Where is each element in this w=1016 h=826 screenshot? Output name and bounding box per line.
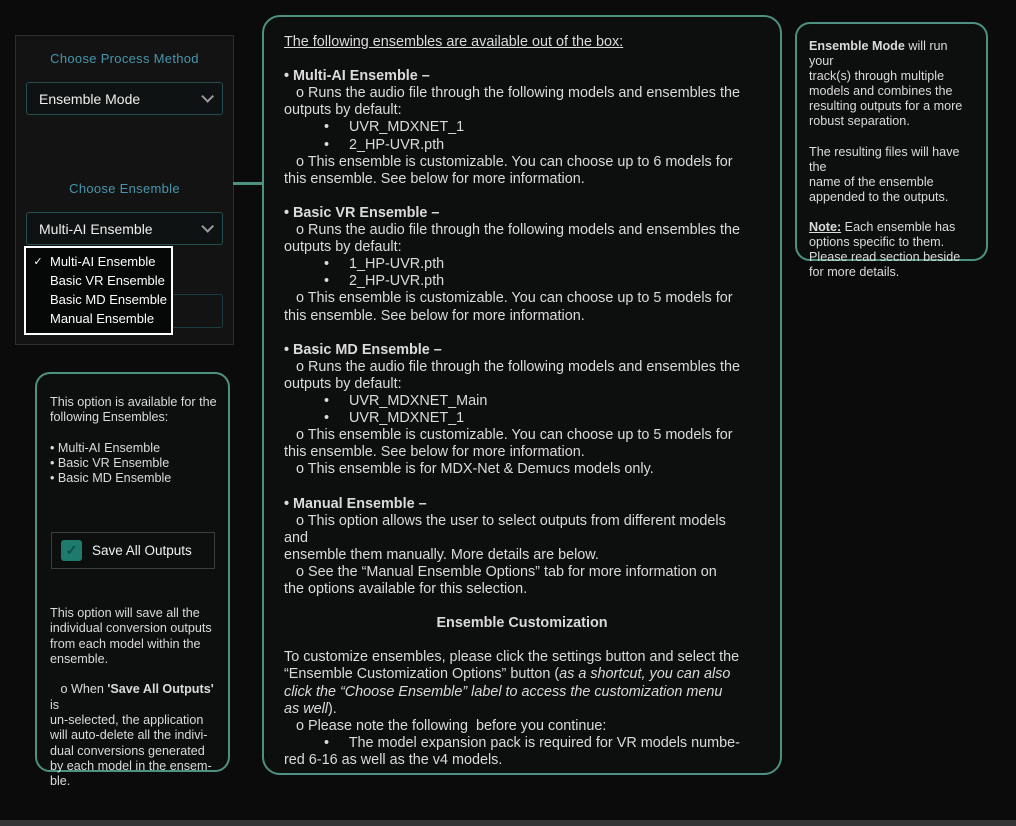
ensembles-doc-panel	[262, 15, 782, 775]
text-line: outputs by default:	[284, 375, 402, 392]
text-line: click the “Choose Ensemble” label to access the customization menu	[284, 683, 723, 700]
text-line: o See the “Manual Ensemble Options” tab for more information on	[284, 563, 717, 580]
annotation-connector-line	[233, 182, 263, 185]
text-line: the options available for this selection.	[284, 581, 528, 597]
text-line: options specific to them.	[809, 235, 945, 250]
ensemble-dropdown-menu	[24, 246, 173, 335]
choose-process-method-label[interactable]: Choose Process Method	[50, 51, 199, 66]
text-line: from each model within the	[50, 636, 201, 651]
text-line: • Multi-AI Ensemble	[50, 440, 161, 455]
text-line: red 6-16 as well as the v4 models.	[284, 751, 503, 768]
text-line: individual conversion outputs	[50, 621, 212, 636]
text-line: Ensemble Customization	[436, 615, 608, 632]
text-line	[284, 188, 760, 205]
check-icon: ✓	[65, 541, 78, 558]
text-line: • Manual Ensemble –	[284, 495, 427, 512]
save-all-outputs-panel	[35, 372, 230, 789]
text-line: • The model expansion pack is required for VR models numbe-	[284, 734, 740, 751]
text-line: • 1_HP-UVR.pth	[284, 256, 445, 273]
text-line: • UVR_MDXNET_1	[284, 410, 465, 427]
text-line: resulting outputs for a more	[809, 99, 963, 114]
text-line	[284, 598, 760, 615]
text-line: Please read section beside	[809, 250, 961, 265]
text-line	[809, 130, 974, 145]
process-method-value: Ensemble Mode	[39, 90, 141, 107]
text-line: • 2_HP-UVR.pth	[284, 136, 445, 153]
text-line: o This ensemble is customizable. You can choose up to 6 models for	[284, 153, 733, 170]
text-line: • Multi-AI Ensemble –	[284, 68, 430, 85]
text-line: This option will save all the	[50, 606, 200, 620]
text-line: The resulting files will have the	[809, 144, 963, 174]
text-line: appended to the outputs.	[809, 189, 949, 204]
text-line: and	[284, 529, 309, 546]
text-line: o Please note the following before you continue:	[284, 717, 607, 734]
save-panel-details	[50, 606, 222, 790]
text-line: as well).	[284, 700, 337, 717]
text-line: • 2_HP-UVR.pth	[284, 273, 445, 290]
menu-item-label: Basic MD Ensemble	[50, 292, 168, 307]
menu-item-basic-md-ensemble[interactable]	[26, 290, 171, 309]
save-all-outputs-checkbox-label[interactable]: Save All Outputs	[92, 542, 192, 558]
text-line: o This ensemble is customizable. You can choose up to 5 models for	[284, 290, 733, 307]
save-all-outputs-checkbox[interactable]	[61, 540, 82, 561]
menu-item-manual-ensemble[interactable]	[26, 309, 171, 328]
save-panel-intro	[50, 395, 222, 487]
text-line	[50, 667, 222, 682]
text-line: “Ensemble Customization Options” button (as a shortcut, you can also	[284, 666, 731, 683]
text-line: dual conversions generated	[50, 743, 205, 758]
text-line: name of the ensemble	[809, 174, 934, 189]
text-line: Note: Each ensemble has	[809, 220, 956, 235]
ensemble-dropdown[interactable]	[26, 212, 223, 245]
text-line: this ensemble. See below for more information.	[284, 307, 585, 324]
choose-ensemble-label[interactable]: Choose Ensemble	[69, 181, 180, 196]
chevron-down-icon	[201, 90, 214, 103]
menu-item-label: Multi-AI Ensemble	[50, 254, 156, 269]
bottom-bar	[0, 820, 1016, 826]
text-line: ensemble.	[50, 651, 109, 666]
text-line: this ensemble. See below for more information.	[284, 444, 585, 461]
text-line: this ensemble. See below for more information.	[284, 170, 585, 187]
text-line: • UVR_MDXNET_Main	[284, 392, 488, 409]
text-line: o Runs the audio file through the following models and ensembles the	[284, 222, 740, 239]
text-line: • UVR_MDXNET_1	[284, 119, 465, 136]
text-line: un-selected, the application	[50, 713, 204, 728]
text-line	[284, 51, 760, 68]
check-icon: ✓	[33, 256, 43, 268]
text-line: This option is available for the	[50, 395, 217, 409]
text-line: track(s) through multiple	[809, 69, 945, 84]
menu-item-multi-ai-ensemble[interactable]	[26, 252, 171, 271]
text-line: ensemble them manually. More details are below.	[284, 546, 599, 563]
menu-item-basic-vr-ensemble[interactable]	[26, 271, 171, 290]
text-line	[284, 632, 760, 649]
text-line: To customize ensembles, please click the settings button and select the	[284, 649, 740, 666]
text-line: o This ensemble is customizable. You can choose up to 5 models for	[284, 427, 733, 444]
save-all-outputs-option	[51, 532, 215, 569]
text-line: • Basic MD Ensemble –	[284, 341, 442, 358]
chevron-down-icon	[201, 220, 214, 233]
text-line: o Runs the audio file through the following models and ensembles the	[284, 85, 740, 102]
text-line: models and combines the	[809, 84, 953, 99]
text-line: will auto-delete all the indivi-	[50, 728, 208, 743]
text-line: for more details.	[809, 265, 900, 280]
text-line: Ensemble Mode will run your	[809, 39, 952, 69]
text-line: • Basic VR Ensemble	[50, 456, 170, 471]
text-line: outputs by default:	[284, 239, 402, 256]
text-line	[50, 426, 222, 441]
text-line: o This option allows the user to select outputs from different models	[284, 512, 726, 529]
text-line: o When 'Save All Outputs' is	[50, 682, 218, 712]
ensemble-dropdown-value: Multi-AI Ensemble	[39, 220, 153, 237]
text-line: o Runs the audio file through the following models and ensembles the	[284, 358, 740, 375]
text-line: robust separation.	[809, 114, 910, 129]
text-line: • Basic VR Ensemble –	[284, 204, 440, 221]
text-line: o This ensemble is for MDX-Net & Demucs models only.	[284, 461, 654, 478]
text-line: by each model in the ensem-	[50, 758, 212, 773]
text-line: • Basic MD Ensemble	[50, 471, 172, 486]
text-line: ble.	[50, 774, 71, 789]
text-line	[284, 478, 760, 495]
menu-item-label: Basic VR Ensemble	[50, 273, 165, 288]
text-line: outputs by default:	[284, 102, 402, 119]
text-line	[284, 325, 760, 342]
ensemble-mode-note-panel	[795, 22, 988, 280]
text-line: following Ensembles:	[50, 410, 169, 425]
text-line	[809, 205, 974, 220]
process-method-dropdown[interactable]	[26, 82, 223, 115]
text-line: The following ensembles are available out of the box:	[284, 34, 624, 50]
menu-item-label: Manual Ensemble	[50, 311, 155, 326]
